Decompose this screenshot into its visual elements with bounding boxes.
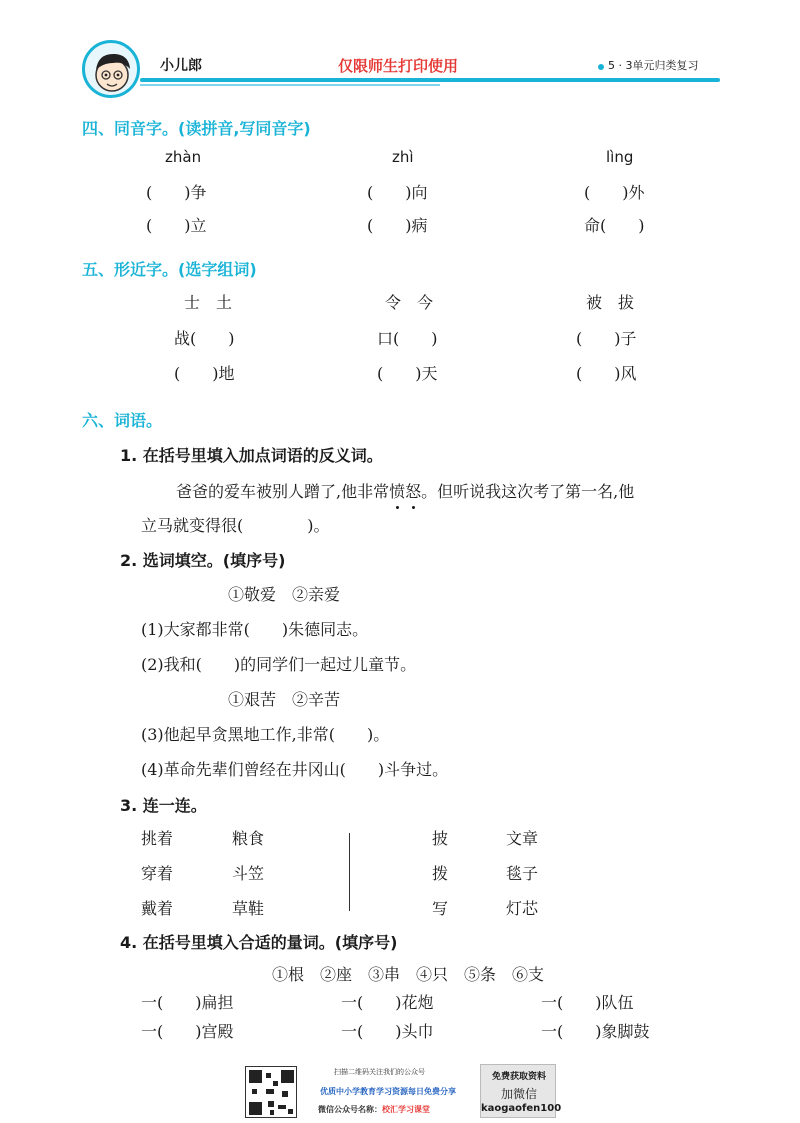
- fill-blank[interactable]: 命( ): [584, 216, 645, 235]
- footer-contact-box: [480, 1064, 562, 1118]
- match-item[interactable]: 披: [432, 829, 449, 848]
- footer-box-line-2: 加微信: [500, 1087, 537, 1101]
- pinyin-3: lìng: [606, 148, 634, 166]
- footer-slogan: 优质中小学教育学习资源每日免费分享: [320, 1087, 456, 1096]
- print-notice: 仅限师生打印使用: [338, 57, 459, 75]
- bullet-dot-icon: [598, 64, 604, 70]
- match-item[interactable]: 灯芯: [506, 899, 539, 918]
- emphasized-char: 愤: [389, 482, 406, 501]
- q2-sentence-3[interactable]: (3)他起早贪黑地工作,非常( )。: [141, 725, 390, 744]
- pinyin-2: zhì: [392, 148, 414, 166]
- q2-sentence-4[interactable]: (4)革命先辈们曾经在井冈山( )斗争过。: [141, 760, 449, 779]
- fill-blank[interactable]: ( )外: [584, 183, 645, 202]
- fill-blank[interactable]: 一( )宫殿: [141, 1022, 234, 1041]
- footer-account-label: 微信公众号名称：: [318, 1105, 382, 1114]
- footer-account-name: 校汇学习课堂: [382, 1105, 430, 1114]
- footer-box-line-1: 免费获取资料: [491, 1072, 546, 1082]
- match-item[interactable]: 文章: [506, 829, 539, 848]
- fill-blank[interactable]: 一( )扁担: [141, 993, 234, 1012]
- question-3-title: 3. 连一连。: [120, 796, 207, 815]
- footer-account: [318, 1104, 430, 1115]
- footer-box-line-3: kaogaofen100: [481, 1103, 562, 1114]
- q1-sentence-line-1: [176, 479, 634, 502]
- fill-blank[interactable]: ( )天: [377, 364, 438, 383]
- emphasized-char: 怒: [405, 482, 422, 501]
- match-item[interactable]: 挑着: [141, 829, 174, 848]
- fill-blank[interactable]: ( )争: [146, 183, 207, 202]
- match-item[interactable]: 斗笠: [232, 864, 265, 883]
- word-options-2: ①艰苦 ②辛苦: [228, 690, 341, 709]
- header-rule: [140, 78, 720, 82]
- fill-blank[interactable]: ( )向: [367, 183, 428, 202]
- measure-word-options: ①根 ②座 ③串 ④只 ⑤条 ⑥支: [272, 965, 545, 984]
- section-5-title: 五、形近字。(选字组词): [82, 260, 257, 279]
- match-item[interactable]: 毯子: [506, 864, 539, 883]
- match-item[interactable]: 写: [432, 899, 449, 918]
- char-pair: 令 今: [385, 293, 434, 312]
- logo-badge: [82, 40, 140, 98]
- match-item[interactable]: 草鞋: [232, 899, 265, 918]
- match-item[interactable]: 粮食: [232, 829, 265, 848]
- question-4-title: 4. 在括号里填入合适的量词。(填序号): [120, 933, 398, 952]
- q1-text-post: 。但听说我这次考了第一名,他: [421, 482, 635, 501]
- fill-blank[interactable]: 一( )队伍: [541, 993, 634, 1012]
- match-item[interactable]: 戴着: [141, 899, 174, 918]
- fill-blank[interactable]: ( )风: [576, 364, 637, 383]
- fill-blank[interactable]: ( )立: [146, 216, 207, 235]
- fill-blank[interactable]: ( )地: [174, 364, 235, 383]
- fill-blank[interactable]: ( )病: [367, 216, 428, 235]
- fill-blank[interactable]: 一( )头巾: [341, 1022, 434, 1041]
- fill-blank[interactable]: ( )子: [576, 329, 637, 348]
- char-pair: 士 土: [184, 293, 233, 312]
- char-pair: 被 拔: [586, 293, 635, 312]
- word-options-1: ①敬爱 ②亲爱: [228, 585, 341, 604]
- q1-text-pre: 爸爸的爱车被别人蹭了,他非常: [176, 482, 390, 501]
- header-rule-thin: [140, 84, 440, 86]
- q2-sentence-1[interactable]: (1)大家都非常( )朱德同志。: [141, 620, 369, 639]
- section-6-title: 六、词语。: [82, 411, 163, 430]
- qr-code-icon[interactable]: [245, 1066, 297, 1118]
- section-4-title: 四、同音字。(读拼音,写同音字): [82, 119, 311, 138]
- fill-blank[interactable]: 一( )花炮: [341, 993, 434, 1012]
- fill-blank[interactable]: 战( ): [174, 329, 235, 348]
- unit-label: 5 · 3单元归类复习: [608, 59, 699, 72]
- boy-face-icon: [85, 43, 140, 98]
- match-item[interactable]: 拨: [432, 864, 449, 883]
- pinyin-1: zhàn: [165, 148, 202, 166]
- question-1-title: 1. 在括号里填入加点词语的反义词。: [120, 446, 383, 465]
- footer-scan-hint: 扫描二维码关注我们的公众号: [334, 1068, 425, 1076]
- fill-blank[interactable]: 一( )象脚鼓: [541, 1022, 650, 1041]
- q1-sentence-line-2[interactable]: 立马就变得很( )。: [141, 516, 330, 535]
- column-divider: [349, 833, 350, 911]
- q2-sentence-2[interactable]: (2)我和( )的同学们一起过儿童节。: [141, 655, 417, 674]
- match-item[interactable]: 穿着: [141, 864, 174, 883]
- question-2-title: 2. 选词填空。(填序号): [120, 551, 286, 570]
- fill-blank[interactable]: 口( ): [377, 329, 438, 348]
- brand-name: 小儿郎: [160, 58, 202, 74]
